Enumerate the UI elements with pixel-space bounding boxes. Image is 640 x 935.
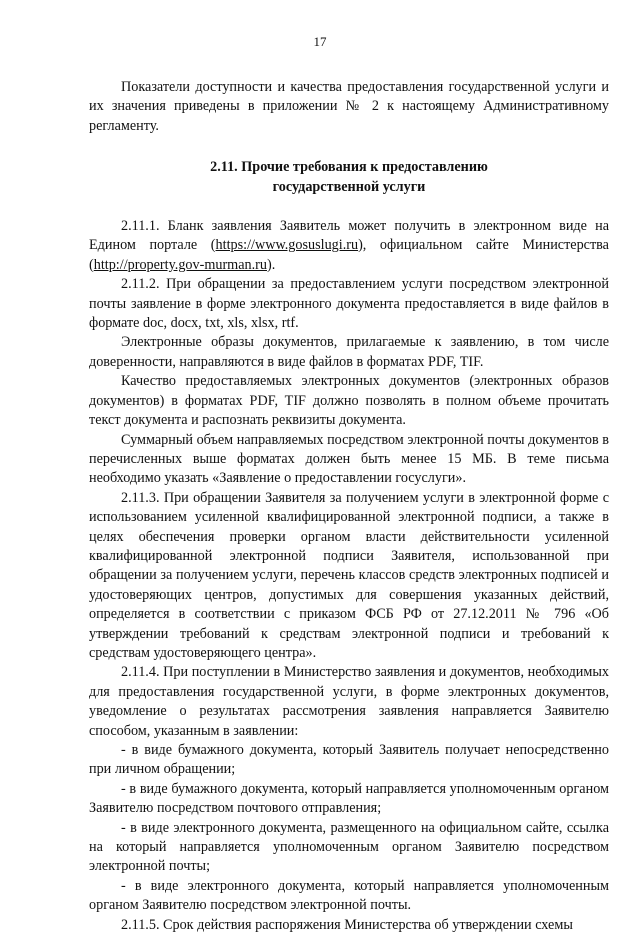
list-item-paper-in-person: - в виде бумажного документа, который Заявитель получает непосредственно при личном обращении;	[89, 742, 609, 778]
section-heading-line-2: государственной услуги	[272, 178, 426, 195]
paragraph-document-quality: Качество предоставляемых электронных документов (электронных образов документов) в форматах PDF, TIF должно позволять в полном объеме прочитать текст документа и распознать реквизиты документа.	[89, 373, 609, 429]
paragraph-2-11-4: 2.11.4. При поступлении в Министерство заявления и документов, необходимых для предоставления государственной услуги, в форме электронных документов, уведомление о результатах рассмотрения заявления направляется Заявителю способом, указанным в заявлении:	[89, 664, 609, 739]
paragraph-2-11-1-text-a: 2.11.1. Бланк заявления Заявитель может получить в электронном виде на Едином портале (	[89, 218, 609, 254]
list-item-electronic-by-email: - в виде электронного документа, который направляется уполномоченным органом Заявителю посредством электронной почты.	[89, 877, 609, 914]
paragraph-availability-indicators: Показатели доступности и качества предоставления государственной услуги и их значения приведены в приложении № 2 к настоящему Административному регламенту.	[89, 79, 609, 134]
paragraph-total-size: Суммарный объем направляемых посредством электронной почты документов в перечисленных выше форматах должен быть менее 15 МБ. В теме письма необходимо указать «Заявление о предоставлении госуслуги».	[89, 431, 609, 487]
paragraph-2-11-5: 2.11.5. Срок действия распоряжения Министерства об утверждении схемы	[121, 916, 573, 933]
ministry-site-link[interactable]: http://property.gov-murman.ru	[93, 256, 267, 273]
paragraph-2-11-1	[89, 217, 609, 275]
list-item-paper-by-post: - в виде бумажного документа, который направляется уполномоченным органом Заявителю посредством почтового отправления;	[89, 780, 609, 817]
document-body	[89, 78, 609, 935]
paragraph-2-11-3: 2.11.3. При обращении Заявителя за получением услуги в электронной форме с использованием усиленной квалифицированной электронной подписи, а также в целях обеспечения проверки органом власти действительности усиленной квалифицированной электронной подписи Заявителя, использованной при обращении за получением услуги, перечень классов средств электронных подписей и удостоверяющих центров, допустимых для совершения указанных действий, определяется в соответствии с приказом ФСБ РФ от 27.12.2011 № 796 «Об утверждении требований к средствам электронной подписи и требований к средствам удостоверяющего центра».	[89, 489, 609, 661]
paragraph-electronic-images: Электронные образы документов, прилагаемые к заявлению, в том числе доверенности, направляются в виде файлов в форматах PDF, TIF.	[89, 334, 609, 370]
list-item-electronic-on-site: - в виде электронного документа, размещенного на официальном сайте, ссылка на который направляется уполномоченным органом Заявителю посредством электронной почты;	[89, 819, 609, 875]
gosuslugi-link[interactable]: https://www.gosuslugi.ru	[215, 237, 359, 254]
paragraph-2-11-1-text-b: ), официальном сайте Министерства (	[89, 237, 609, 273]
page-number: 17	[313, 34, 327, 49]
section-heading	[89, 158, 609, 197]
section-heading-line-1: 2.11. Прочие требования к предоставлению	[210, 159, 488, 176]
paragraph-2-11-2: 2.11.2. При обращении за предоставлением услуги посредством электронной почты заявление в форме электронного документа предоставляется в виде файлов в формате doc, docx, txt, xls, xlsx, rtf.	[89, 276, 609, 332]
paragraph-2-11-1-text-c: ).	[266, 256, 276, 273]
